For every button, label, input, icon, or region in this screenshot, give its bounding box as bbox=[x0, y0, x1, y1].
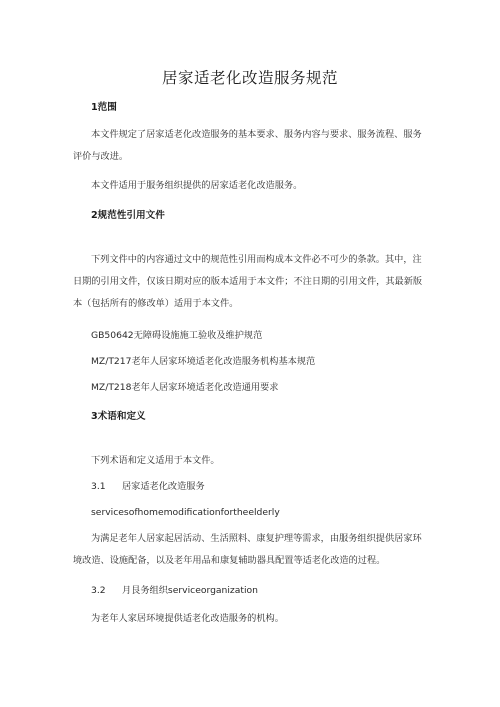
term-2-name: 月艮务组织serviceorganization bbox=[122, 585, 258, 596]
section-2-paragraph-line-3: 本（包括所有的修改单）适用于本文件。 bbox=[73, 298, 239, 309]
section-2-heading: 2规范性引用文件 bbox=[91, 210, 165, 221]
section-3-intro: 下列术语和定义适用于本文件。 bbox=[91, 455, 220, 466]
term-1-name: 居家适老化改造服务 bbox=[122, 481, 205, 492]
term-1-number: 3.1 bbox=[91, 481, 106, 492]
term-1-definition-line-1: 为满足老年人居家起居活动、生活照料、康复护理等需求，由服务组织提供居家环 bbox=[91, 533, 422, 544]
document-title: 居家适老化改造服务规范 bbox=[161, 69, 338, 87]
term-1-definition-line-2: 境改造、设施配备，以及老年用品和康复辅助器具配置等适老化改造的过程。 bbox=[73, 555, 386, 566]
term-1-definition bbox=[73, 528, 433, 572]
reference-item-2: MZ/T217老年人居家环境适老化改造服务机构基本规范 bbox=[91, 356, 316, 367]
section-3-heading: 3术语和定义 bbox=[91, 411, 146, 422]
section-1-heading: 1范围 bbox=[91, 102, 117, 113]
section-2-paragraph bbox=[73, 249, 433, 315]
term-1-heading bbox=[91, 476, 205, 498]
term-2-number: 3.2 bbox=[91, 585, 106, 596]
term-2-definition: 为老年人家居环境提供适老化改造服务的机构。 bbox=[91, 613, 284, 624]
term-1-english: servicesofhomemodificationfortheelderly bbox=[91, 507, 280, 518]
term-2-heading bbox=[91, 580, 258, 602]
section-1-paragraph-1-line-2: 评价与改进。 bbox=[73, 151, 129, 162]
section-2-paragraph-line-2: 日期的引用文件，仅该日期对应的版本适用于本文件；不注日期的引用文件，其最新版 bbox=[73, 276, 423, 287]
reference-item-3: MZ/T218老年人居家环境适老化改造通用要求 bbox=[91, 382, 279, 393]
reference-item-1: GB50642无障碍设施施工验收及维护规范 bbox=[91, 330, 263, 341]
section-1-paragraph-1-line-1: 本文件规定了居家适老化改造服务的基本要求、服务内容与要求、服务流程、服务 bbox=[91, 129, 422, 140]
section-1-paragraph-2: 本文件适用于服务组织提供的居家适老化改造服务。 bbox=[91, 180, 303, 191]
section-2-paragraph-line-1: 下列文件中的内容通过文中的规范性引用而构成本文件必不可少的条款。其中，注 bbox=[91, 254, 422, 265]
section-1-paragraph-1 bbox=[73, 124, 433, 168]
